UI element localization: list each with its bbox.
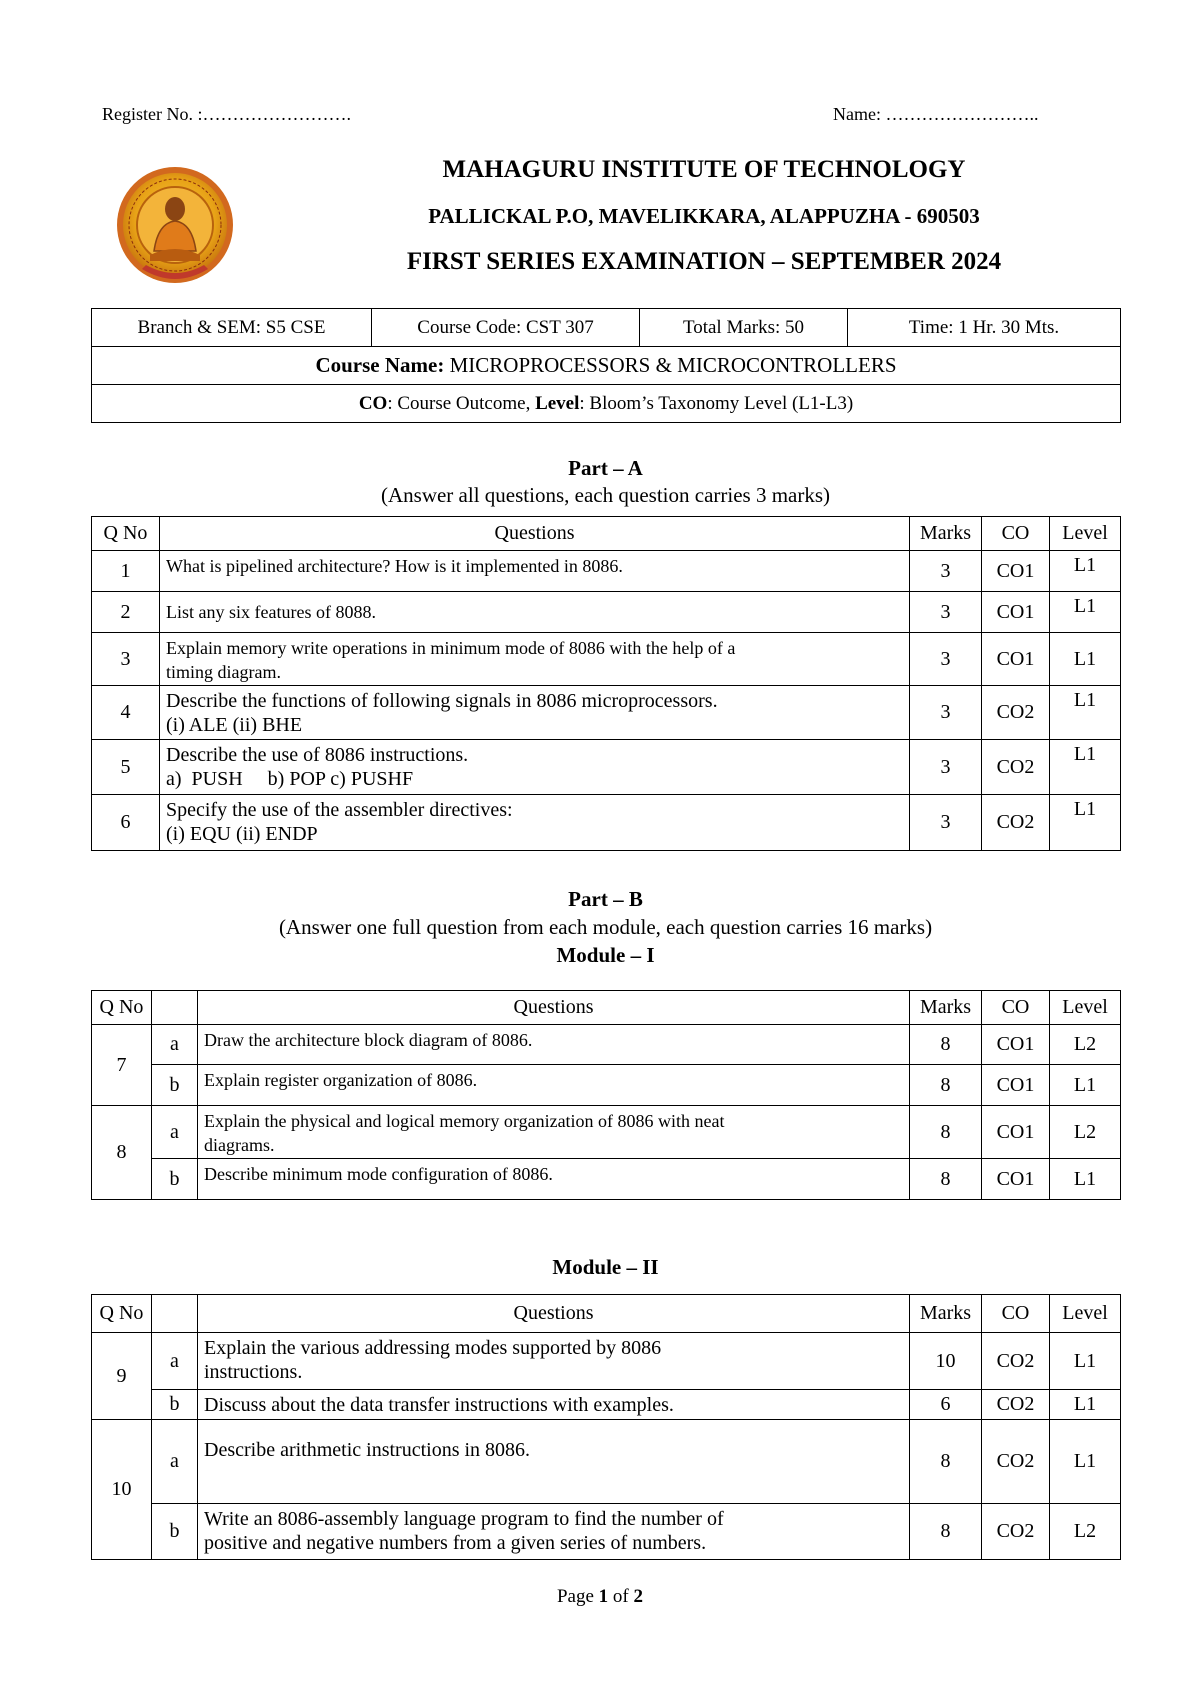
question-line: Explain the various addressing modes supported by 8086 [204, 1337, 662, 1359]
question-line: Describe arithmetic instructions in 8086. [204, 1439, 531, 1461]
table-row [92, 633, 1121, 686]
question-line: Describe the use of 8086 instructions. [166, 744, 469, 766]
question-co: CO1 [982, 1159, 1050, 1200]
question-co: CO2 [982, 1504, 1050, 1560]
question-number: 10 [92, 1420, 152, 1560]
total-marks: Total Marks: 50 [640, 309, 848, 347]
course-name [92, 347, 1121, 385]
question-text [198, 1106, 910, 1159]
legend-row [92, 385, 1121, 423]
question-number: 7 [92, 1025, 152, 1106]
exam-title: FIRST SERIES EXAMINATION – SEPTEMBER 2024 [406, 248, 1002, 275]
question-co: CO2 [982, 795, 1050, 851]
institute-name: MAHAGURU INSTITUTE OF TECHNOLOGY [442, 156, 966, 183]
col-level: Level [1050, 1295, 1121, 1333]
question-text [160, 633, 910, 686]
sub-question: b [152, 1504, 198, 1560]
table-row [92, 795, 1121, 851]
col-questions: Questions [198, 1295, 910, 1333]
question-number: 4 [92, 686, 160, 740]
col-qno: Q No [92, 517, 160, 551]
question-line: positive and negative numbers from a given series of numbers. [204, 1532, 707, 1554]
sub-question: b [152, 1390, 198, 1420]
page-label: Page [556, 1586, 599, 1607]
table-row [92, 1333, 1121, 1390]
question-marks: 6 [910, 1390, 982, 1420]
question-line: Explain register organization of 8086. [204, 1070, 478, 1090]
question-co: CO1 [982, 592, 1050, 633]
level-text: : Bloom’s Taxonomy Level (L1-L3) [579, 392, 854, 414]
question-text [198, 1420, 910, 1504]
table-row [92, 592, 1121, 633]
question-co: CO2 [982, 1390, 1050, 1420]
question-level: L1 [1050, 633, 1121, 686]
table-row [92, 1504, 1121, 1560]
institute-seal-icon [114, 165, 236, 290]
col-co: CO [982, 1295, 1050, 1333]
part-a-title: Part – A [568, 456, 643, 480]
question-level: L1 [1050, 1420, 1121, 1504]
col-marks: Marks [910, 991, 982, 1025]
sub-question: b [152, 1159, 198, 1200]
table-row [92, 1025, 1121, 1065]
question-text [160, 592, 910, 633]
question-line: Describe minimum mode configuration of 8086. [204, 1164, 553, 1184]
course-code: Course Code: CST 307 [372, 309, 640, 347]
course-name-value: MICROPROCESSORS & MICROCONTROLLERS [444, 353, 897, 377]
question-marks: 8 [910, 1025, 982, 1065]
table-row [92, 1159, 1121, 1200]
question-marks: 3 [910, 795, 982, 851]
page-of-label: of [608, 1586, 634, 1607]
col-level: Level [1050, 991, 1121, 1025]
question-line: a) PUSH b) POP c) PUSHF [166, 768, 414, 790]
question-line: (i) EQU (ii) ENDP [166, 823, 318, 845]
sub-question: a [152, 1420, 198, 1504]
table-row [92, 551, 1121, 592]
student-name-field: Name: …………………….. [833, 104, 1039, 124]
level-label: Level [535, 392, 580, 414]
question-co: CO1 [982, 633, 1050, 686]
col-qno: Q No [92, 991, 152, 1025]
register-number-field: Register No. :……………………. [102, 104, 351, 124]
question-text [198, 1025, 910, 1065]
question-text [198, 1390, 910, 1420]
co-label: CO [358, 392, 388, 414]
question-text [160, 551, 910, 592]
part-b-instructions: (Answer one full question from each module, each question carries 16 marks) [278, 915, 933, 939]
col-qno: Q No [92, 1295, 152, 1333]
course-info-table [91, 308, 1121, 423]
current-page: 1 [598, 1586, 609, 1607]
question-level: L1 [1050, 1390, 1121, 1420]
question-level: L1 [1050, 551, 1121, 592]
col-questions: Questions [198, 991, 910, 1025]
question-level: L1 [1050, 1333, 1121, 1390]
question-line: (i) ALE (ii) BHE [166, 714, 303, 736]
question-text [160, 795, 910, 851]
question-co: CO2 [982, 686, 1050, 740]
branch-sem: Branch & SEM: S5 CSE [92, 309, 372, 347]
question-level: L1 [1050, 740, 1121, 795]
part-b-title: Part – B [568, 887, 643, 911]
question-line: Explain the physical and logical memory organization of 8086 with neat [204, 1111, 725, 1131]
table-row [92, 1065, 1121, 1106]
question-level: L2 [1050, 1025, 1121, 1065]
question-number: 9 [92, 1333, 152, 1420]
co-text: : Course Outcome, [387, 392, 536, 414]
question-level: L1 [1050, 1159, 1121, 1200]
col-questions: Questions [160, 517, 910, 551]
question-marks: 8 [910, 1065, 982, 1106]
question-number: 6 [92, 795, 160, 851]
question-text [198, 1159, 910, 1200]
col-co: CO [982, 517, 1050, 551]
question-level: L2 [1050, 1106, 1121, 1159]
question-level: L1 [1050, 795, 1121, 851]
question-marks: 8 [910, 1106, 982, 1159]
module-1-table [91, 990, 1121, 1200]
part-a-table [91, 516, 1121, 851]
table-row [92, 1390, 1121, 1420]
question-line: Draw the architecture block diagram of 8086. [204, 1030, 533, 1050]
part-a-instructions: (Answer all questions, each question carries 3 marks) [380, 483, 831, 507]
question-text [198, 1333, 910, 1390]
question-number: 3 [92, 633, 160, 686]
col-co: CO [982, 991, 1050, 1025]
col-level: Level [1050, 517, 1121, 551]
col-sub [152, 991, 198, 1025]
sub-question: a [152, 1333, 198, 1390]
question-text [198, 1504, 910, 1560]
table-header-row [92, 1295, 1121, 1333]
question-level: L1 [1050, 1065, 1121, 1106]
question-level: L1 [1050, 686, 1121, 740]
page-number [0, 1586, 1200, 1608]
table-header-row [92, 991, 1121, 1025]
question-text [160, 686, 910, 740]
col-marks: Marks [910, 517, 982, 551]
table-header-row [92, 517, 1121, 551]
col-marks: Marks [910, 1295, 982, 1333]
question-number: 2 [92, 592, 160, 633]
sub-question: a [152, 1106, 198, 1159]
question-number: 8 [92, 1106, 152, 1200]
question-co: CO1 [982, 1065, 1050, 1106]
question-marks: 3 [910, 592, 982, 633]
question-marks: 8 [910, 1504, 982, 1560]
question-line: timing diagram. [166, 662, 281, 682]
module-2-table [91, 1294, 1121, 1560]
question-line: Describe the functions of following signals in 8086 microprocessors. [166, 690, 718, 712]
table-row [92, 1420, 1121, 1504]
question-number: 1 [92, 551, 160, 592]
question-marks: 8 [910, 1159, 982, 1200]
total-pages: 2 [633, 1586, 643, 1607]
question-text [198, 1065, 910, 1106]
question-line: Discuss about the data transfer instructions with examples. [204, 1393, 674, 1416]
module-2-title: Module – II [552, 1255, 659, 1279]
question-co: CO2 [982, 1333, 1050, 1390]
question-co: CO1 [982, 1106, 1050, 1159]
question-level: L1 [1050, 592, 1121, 633]
question-marks: 3 [910, 551, 982, 592]
question-line: diagrams. [204, 1135, 275, 1155]
question-line: Explain memory write operations in minimum mode of 8086 with the help of a [166, 638, 736, 658]
question-marks: 3 [910, 740, 982, 795]
question-line: instructions. [204, 1361, 303, 1383]
sub-question: b [152, 1065, 198, 1106]
table-row [92, 740, 1121, 795]
question-text [160, 740, 910, 795]
course-name-label: Course Name: [315, 353, 445, 377]
institute-address: PALLICKAL P.O, MAVELIKKARA, ALAPPUZHA - 690503 [428, 204, 980, 228]
question-co: CO1 [982, 551, 1050, 592]
question-line: What is pipelined architecture? How is it implemented in 8086. [166, 556, 623, 576]
question-line: Specify the use of the assembler directives: [166, 799, 513, 821]
question-line: Write an 8086-assembly language program to find the number of [204, 1508, 724, 1530]
col-sub [152, 1295, 198, 1333]
question-number: 5 [92, 740, 160, 795]
sub-question: a [152, 1025, 198, 1065]
question-level: L2 [1050, 1504, 1121, 1560]
question-co: CO2 [982, 1420, 1050, 1504]
question-co: CO1 [982, 1025, 1050, 1065]
question-marks: 3 [910, 686, 982, 740]
exam-time: Time: 1 Hr. 30 Mts. [848, 309, 1121, 347]
question-line: List any six features of 8088. [166, 602, 376, 622]
question-co: CO2 [982, 740, 1050, 795]
table-row [92, 1106, 1121, 1159]
question-marks: 8 [910, 1420, 982, 1504]
question-marks: 3 [910, 633, 982, 686]
table-row [92, 686, 1121, 740]
question-marks: 10 [910, 1333, 982, 1390]
module-1-title: Module – I [556, 943, 655, 967]
